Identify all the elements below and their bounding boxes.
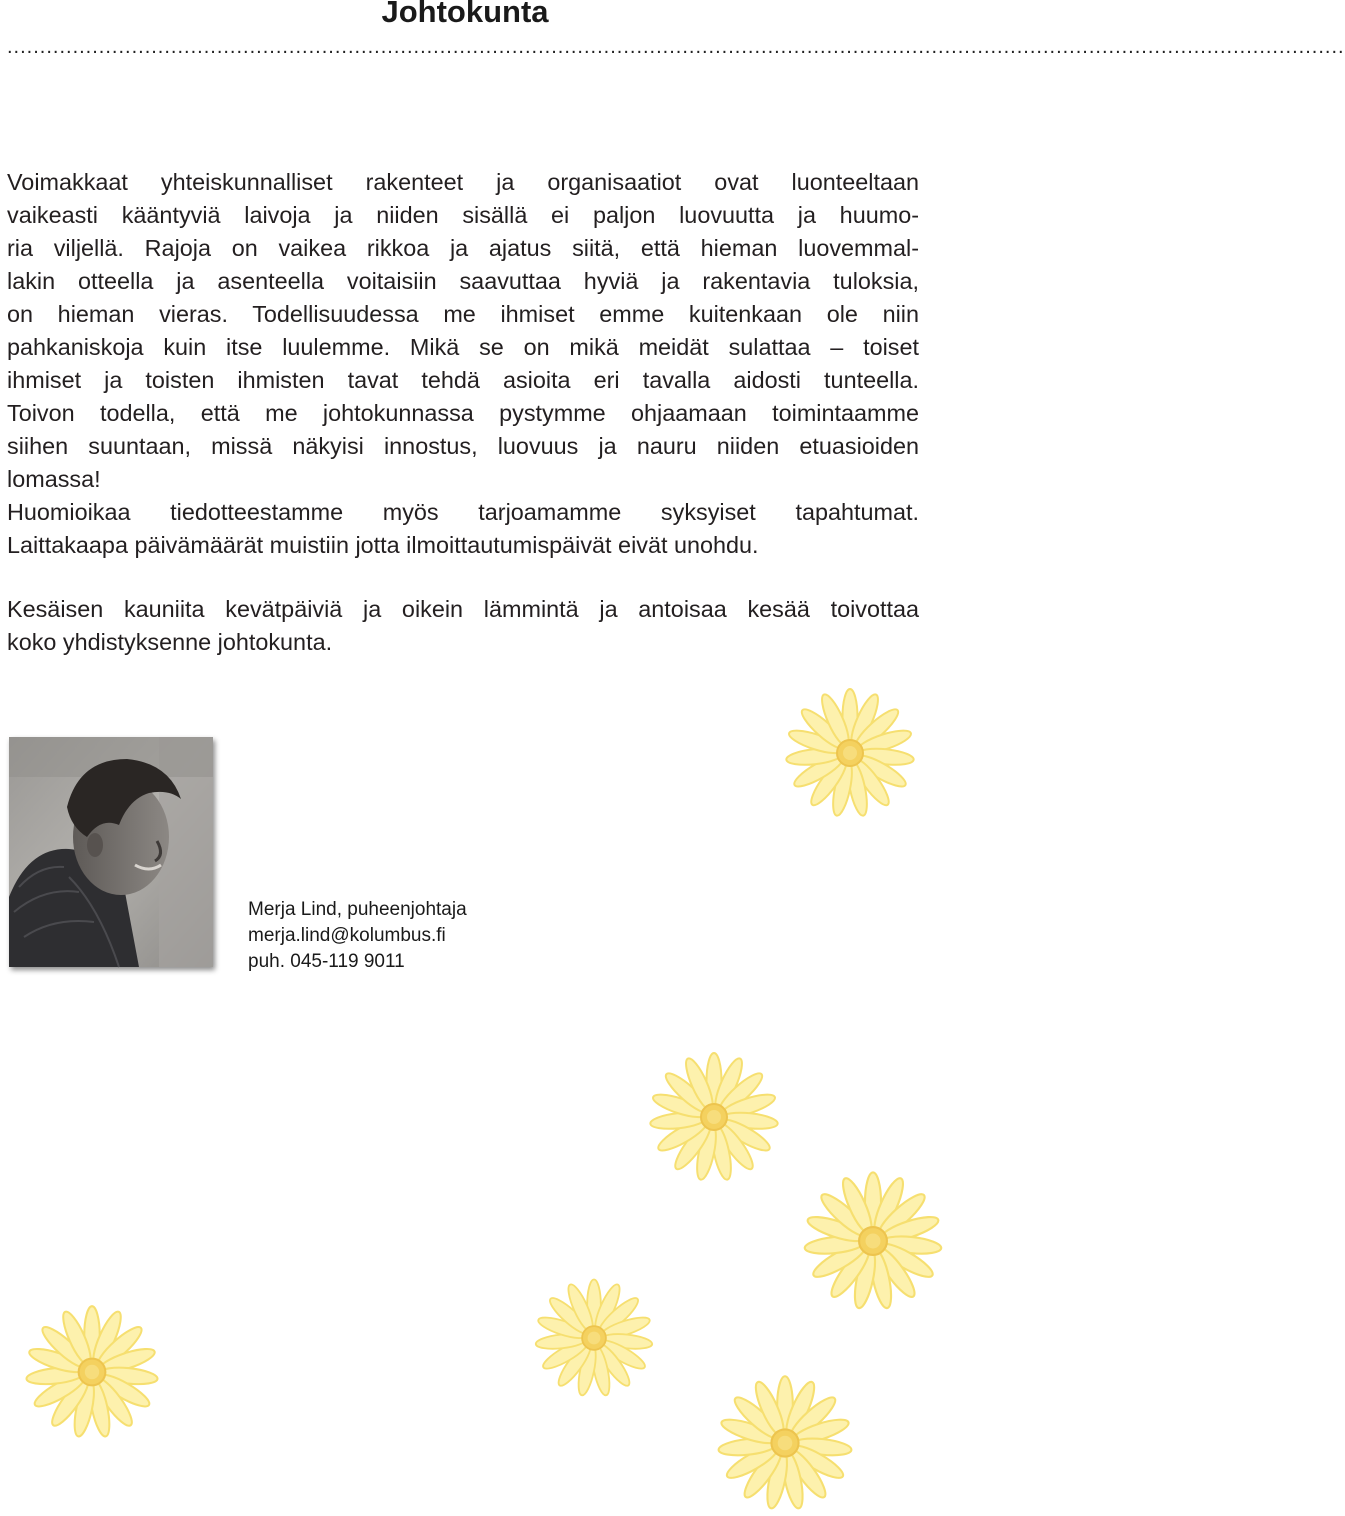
text-line: on hieman vieras. Todellisuudessa me ihmiset emme kuitenkaan ole niin bbox=[7, 301, 919, 327]
daisy-flower-icon bbox=[20, 1300, 164, 1444]
text-line: Toivon todella, että me johtokunnassa pystymme ohjaamaan toimintaamme bbox=[7, 400, 919, 426]
daisy-flower-icon bbox=[644, 1047, 784, 1187]
text-line: vaikeasti kääntyviä laivoja ja niiden sisällä ei paljon luovuutta ja huumo- bbox=[7, 202, 919, 228]
contact-info bbox=[248, 897, 467, 975]
text-line: lomassa! bbox=[7, 466, 101, 492]
text-line: Laittakaapa päivämäärät muistiin jotta ilmoittautumispäivät eivät unohdu. bbox=[7, 532, 759, 558]
page-title: Johtokunta bbox=[381, 0, 549, 29]
daisy-flower-icon bbox=[798, 1166, 948, 1316]
contact-phone: puh. 045-119 9011 bbox=[248, 951, 405, 972]
dotted-divider: ............................................................................................................................................................................................................ bbox=[7, 36, 1345, 58]
closing-paragraph bbox=[7, 593, 919, 659]
text-line: ria viljellä. Rajoja on vaikea rikkoa ja ajatus siitä, että hieman luovemmal- bbox=[7, 235, 919, 261]
text-line: Huomioikaa tiedotteestamme myös tarjoamamme syksyiset tapahtumat. bbox=[7, 499, 919, 525]
text-line: Kesäisen kauniita kevätpäiviä ja oikein lämmintä ja antoisaa kesää toivottaa bbox=[7, 596, 919, 622]
contact-name-role: Merja Lind, puheenjohtaja bbox=[248, 899, 467, 920]
text-line: lakin otteella ja asenteella voitaisiin saavuttaa hyviä ja rakentavia tuloksia, bbox=[7, 268, 919, 294]
daisy-flower-icon bbox=[780, 683, 920, 823]
text-line: pahkaniskoja kuin itse luulemme. Mikä se on mikä meidät sulattaa – toiset bbox=[7, 334, 919, 360]
portrait-photo bbox=[9, 737, 213, 967]
intro-paragraph bbox=[7, 166, 919, 562]
text-line: Voimakkaat yhteiskunnalliset rakenteet ja organisaatiot ovat luonteeltaan bbox=[7, 169, 919, 195]
text-line: siihen suuntaan, missä näkyisi innostus, luovuus ja nauru niiden etuasioiden bbox=[7, 433, 919, 459]
daisy-flower-icon bbox=[530, 1274, 658, 1402]
contact-email: merja.lind@kolumbus.fi bbox=[248, 925, 446, 946]
text-line: ihmiset ja toisten ihmisten tavat tehdä asioita eri tavalla aidosti tunteella. bbox=[7, 367, 919, 393]
text-line: koko yhdistyksenne johtokunta. bbox=[7, 629, 333, 655]
daisy-flower-icon bbox=[712, 1370, 858, 1516]
